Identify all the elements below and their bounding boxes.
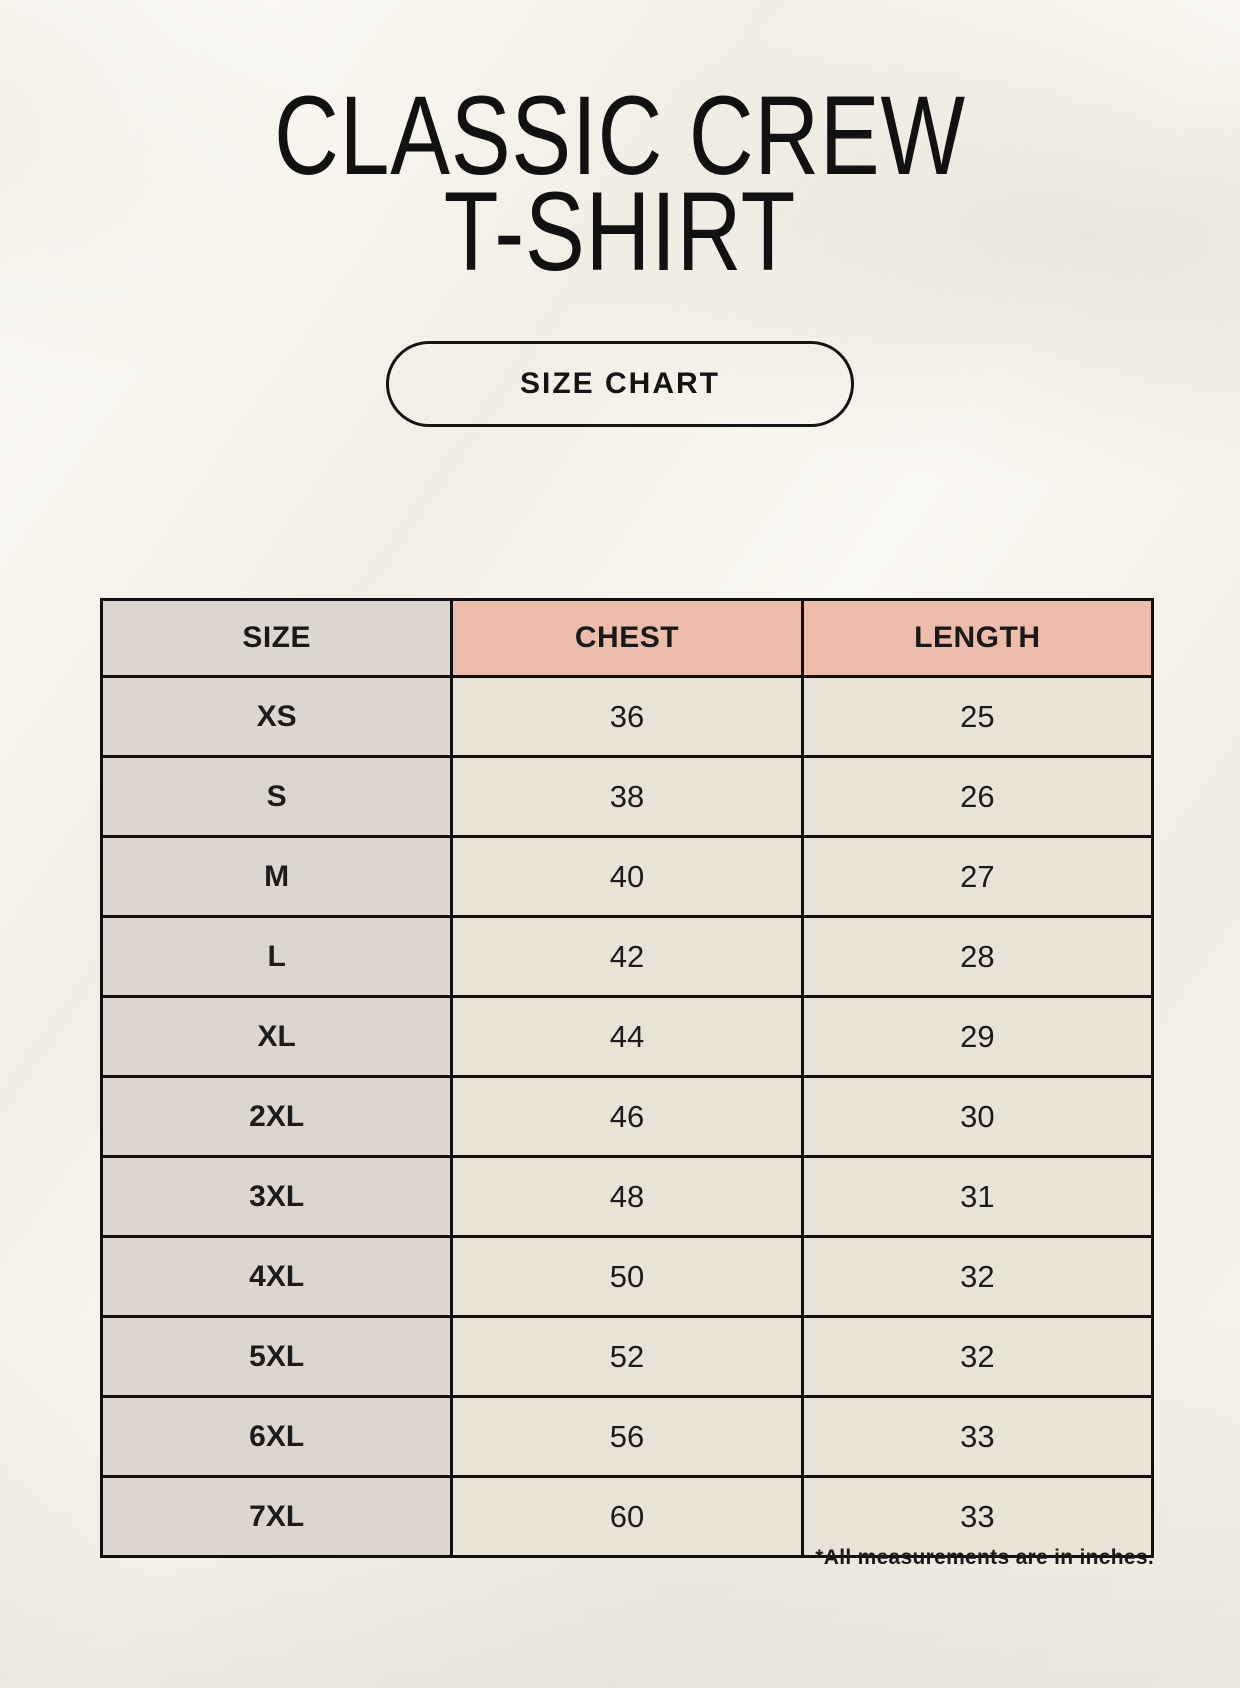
size-cell: S	[102, 757, 452, 837]
table-row	[102, 917, 1153, 997]
size-cell: 7XL	[102, 1477, 452, 1557]
page-title-line2: T-SHIRT	[443, 169, 797, 295]
size-chart-table	[100, 598, 1154, 1558]
size-chart-badge	[386, 341, 854, 427]
table-row	[102, 1237, 1153, 1317]
chest-cell: 40	[452, 837, 802, 917]
size-cell: 5XL	[102, 1317, 452, 1397]
table-row	[102, 1157, 1153, 1237]
chest-cell: 42	[452, 917, 802, 997]
table-row	[102, 1477, 1153, 1557]
length-cell: 31	[802, 1157, 1152, 1237]
chest-cell: 46	[452, 1077, 802, 1157]
size-cell: M	[102, 837, 452, 917]
chest-cell: 38	[452, 757, 802, 837]
length-cell: 25	[802, 677, 1152, 757]
column-header-chest: CHEST	[452, 600, 802, 677]
length-cell: 29	[802, 997, 1152, 1077]
size-chart-table-container	[100, 598, 1154, 1558]
size-chart-badge-label: SIZE CHART	[520, 366, 720, 400]
size-cell: 4XL	[102, 1237, 452, 1317]
table-row	[102, 677, 1153, 757]
size-cell: XS	[102, 677, 452, 757]
length-cell: 32	[802, 1317, 1152, 1397]
chest-cell: 52	[452, 1317, 802, 1397]
measurements-footnote: *All measurements are in inches.	[815, 1546, 1154, 1569]
size-cell: 2XL	[102, 1077, 452, 1157]
chest-cell: 36	[452, 677, 802, 757]
length-cell: 33	[802, 1397, 1152, 1477]
length-cell: 27	[802, 837, 1152, 917]
length-cell: 33	[802, 1477, 1152, 1557]
chest-cell: 50	[452, 1237, 802, 1317]
length-cell: 26	[802, 757, 1152, 837]
chest-cell: 44	[452, 997, 802, 1077]
size-table-body	[102, 677, 1153, 1557]
column-header-length: LENGTH	[802, 600, 1152, 677]
table-row	[102, 757, 1153, 837]
column-header-size: SIZE	[102, 600, 452, 677]
length-cell: 28	[802, 917, 1152, 997]
chest-cell: 56	[452, 1397, 802, 1477]
table-row	[102, 1077, 1153, 1157]
header-row	[102, 600, 1153, 677]
size-cell: 3XL	[102, 1157, 452, 1237]
size-cell: 6XL	[102, 1397, 452, 1477]
page-title	[124, 73, 1116, 295]
page-title-line1: CLASSIC CREW	[274, 73, 966, 198]
table-row	[102, 997, 1153, 1077]
size-cell: L	[102, 917, 452, 997]
table-row	[102, 837, 1153, 917]
chest-cell: 48	[452, 1157, 802, 1237]
length-cell: 32	[802, 1237, 1152, 1317]
table-row	[102, 1397, 1153, 1477]
table-row	[102, 1317, 1153, 1397]
length-cell: 30	[802, 1077, 1152, 1157]
size-cell: XL	[102, 997, 452, 1077]
chest-cell: 60	[452, 1477, 802, 1557]
